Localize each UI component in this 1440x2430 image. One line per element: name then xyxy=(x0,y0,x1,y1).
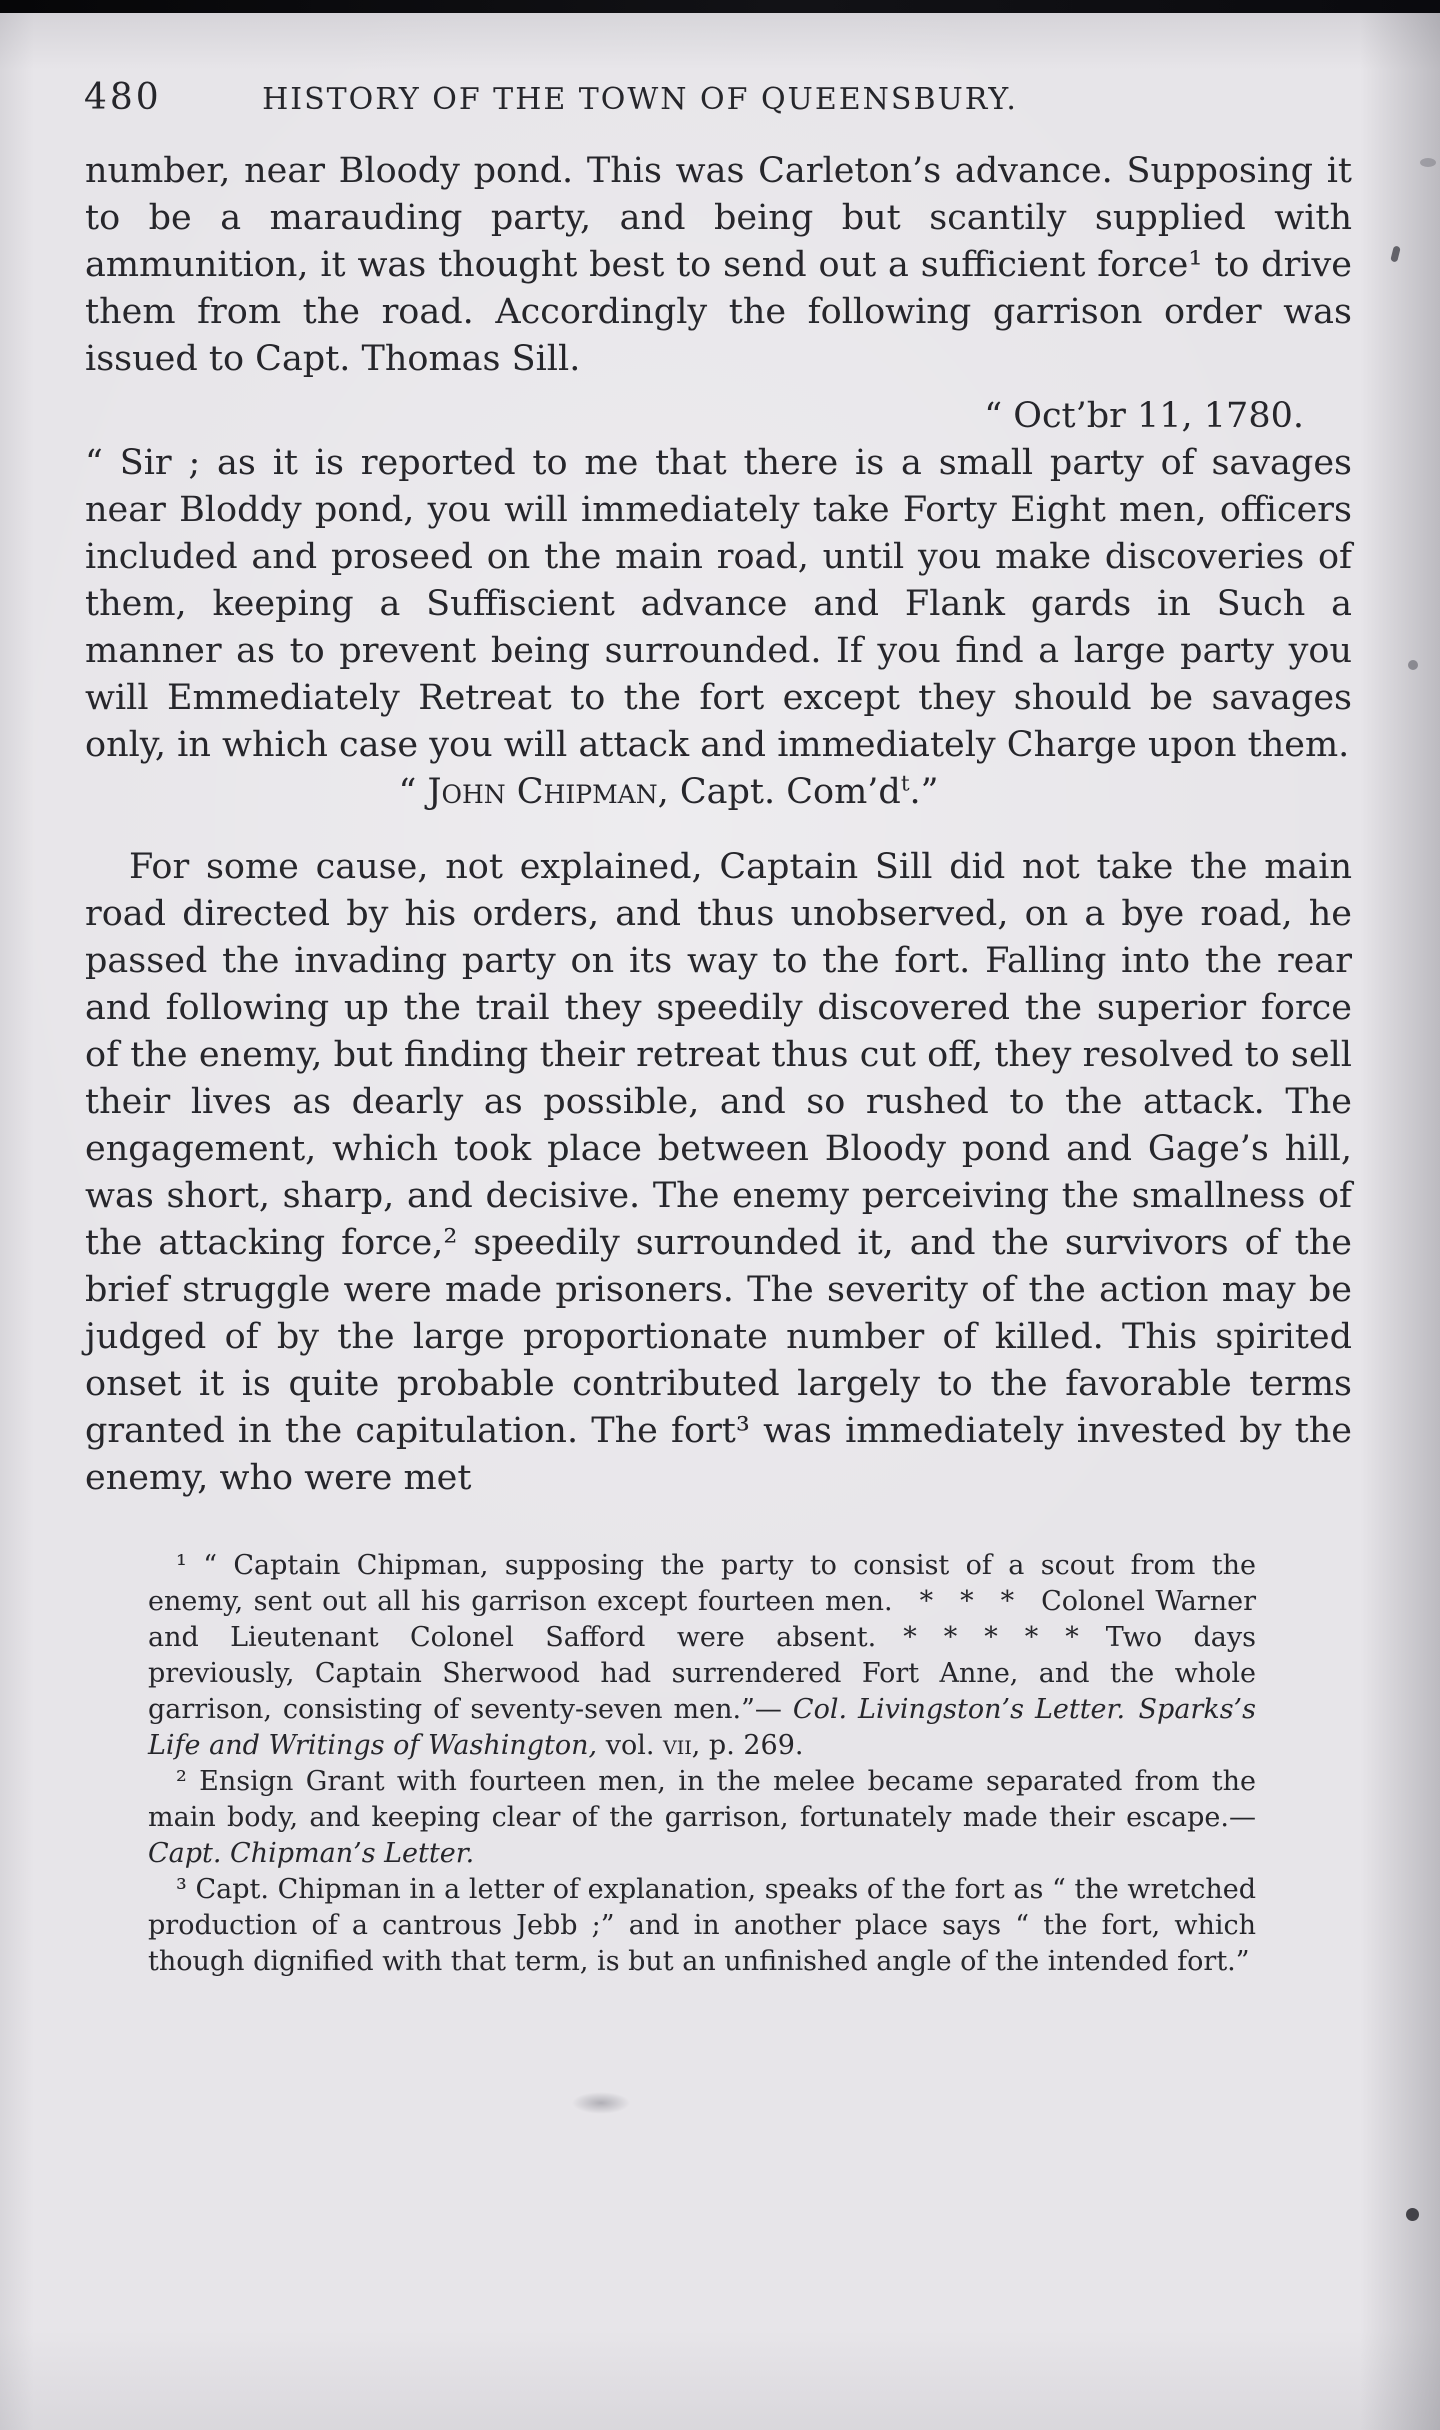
scan-speck xyxy=(1390,245,1401,262)
letter-body: “ Sir ; as it is reported to me that there is a small party of savages near Bloddy pond, you will immediately take Forty Eight men, officers included and proseed on the main road, until you make discoveries of them, keeping a Suffiscient advance and Flank gards in Such a manner as to prevent being surrounded. If you find a large party you will Emmediately Retreat to the fort except they should be savages only, in which case you will attack and immediately Charge upon them. xyxy=(85,443,1352,765)
scan-edge-artifact xyxy=(0,0,1440,13)
letter-date: “ Oct’br 11, 1780. xyxy=(984,396,1304,436)
signature-superscript: t xyxy=(900,771,910,797)
footnote-segment: Col. Livingston’s Letter. Sparks’s Life and Writings of Washington, xyxy=(148,1694,1256,1761)
paragraph-continuation: number, near Bloody pond. This was Carleton’s advance. Supposing it to be a marauding party, and being but scantily supplied with ammunition, it was thought best to send out a sufficient force¹ to drive them from the road. Accordingly the following garrison order was issued to Capt. Thomas Sill. xyxy=(85,151,1352,379)
footnote-segment: vii xyxy=(663,1730,692,1761)
letter-signature xyxy=(85,769,1352,816)
scan-smudge xyxy=(572,2092,630,2114)
footnote-segment: , p. 269. xyxy=(691,1730,804,1761)
page-body xyxy=(85,148,1352,1980)
footnotes xyxy=(148,1548,1256,1980)
paragraph: For some cause, not explained, Captain Sill did not take the main road directed by his orders, and thus unobserved, on a bye road, he passed the invading party on its way to the fort. Falling into the rear and following up the trail they speedily discovered the superior force of the enemy, but finding their retreat thus cut off, they resolved to sell their lives as dearly as possible, and so rushed to the attack. The engagement, which took place between Bloody pond and Gage’s hill, was short, sharp, and decisive. The enemy perceiving the smallness of the attacking force,² speedily surrounded it, and the survivors of the brief struggle were made prisoners. The severity of the action may be judged of by the large proportionate number of killed. This spirited onset it is quite probable contributed largely to the favorable terms granted in the capitulation. The fort³ was immediately invested by the enemy, who were met xyxy=(85,847,1352,1498)
footnote-segment: Capt. Chipman’s Letter. xyxy=(148,1838,475,1869)
footnote-segment: vol. xyxy=(597,1730,664,1761)
footnote xyxy=(148,1872,1256,1980)
footnote xyxy=(148,1764,1256,1872)
footnote-segment: ¹ “ Captain Chipman, supposing the party to consist of a scout from the enemy, sent out all his garrison except fourteen men. * * * Colonel Warner and Lieutenant Colonel Safford were absent. * * * * * Two days previously, Captain Sherwood had surrendered Fort Anne, and the whole garrison, consisting of seventy-seven men.”— xyxy=(148,1550,1256,1725)
running-title: HISTORY OF THE TOWN OF QUEENSBURY. xyxy=(262,82,1018,117)
signature-open-quote: “ xyxy=(398,772,428,812)
page-number: 480 xyxy=(84,77,162,118)
signature-name: John Chipman xyxy=(427,772,658,812)
footnote xyxy=(148,1548,1256,1764)
signature-middle: , Capt. Com’d xyxy=(657,772,901,812)
footnote-segment: ² Ensign Grant with fourteen men, in the melee became separated from the main body, and keeping clear of the garrison, fortunately made their escape.— xyxy=(148,1766,1256,1833)
scan-speck xyxy=(1420,158,1436,167)
signature-close: .” xyxy=(909,772,939,812)
page-header xyxy=(0,76,1440,122)
footnote-segment: ³ Capt. Chipman in a letter of explanation, speaks of the fort as “ the wretched production of a cantrous Jebb ;” and in another place says “ the fort, which though dignified with that term, is but an unfinished angle of the intended fort.” xyxy=(148,1874,1256,1977)
scan-speck xyxy=(1408,660,1418,670)
scan-speck xyxy=(1406,2208,1419,2221)
